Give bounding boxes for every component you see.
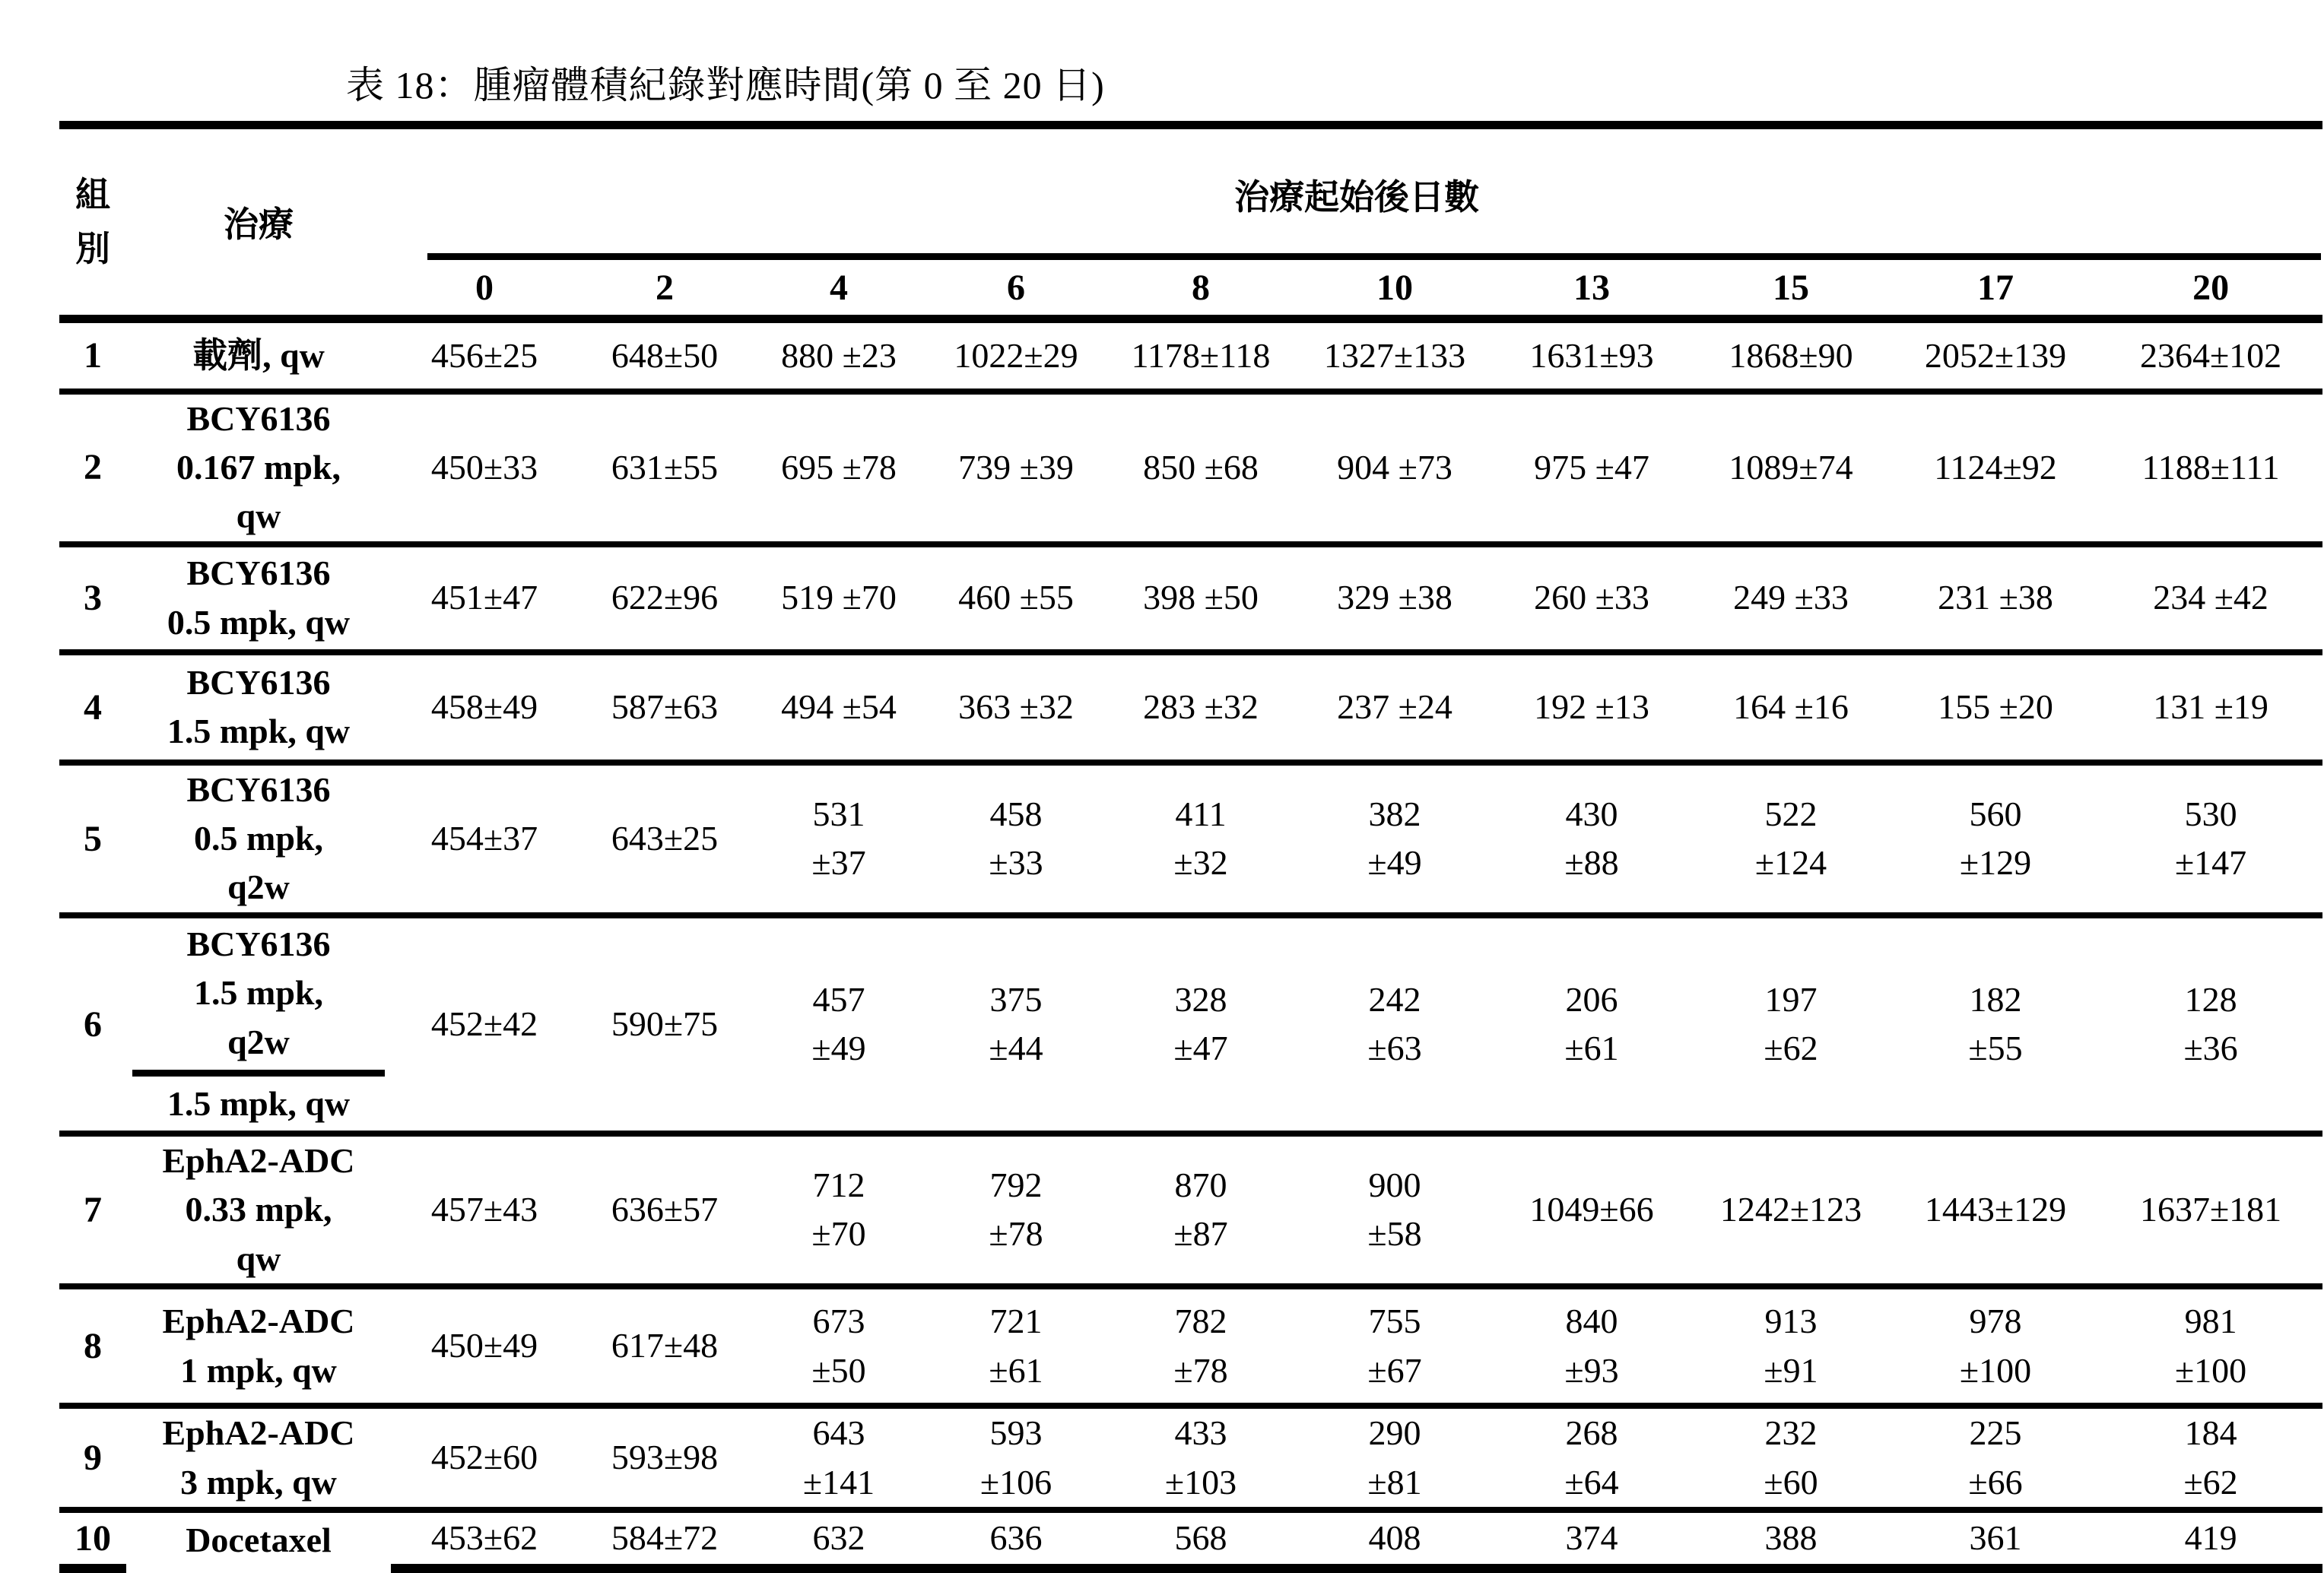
value-cell: 382 ±49	[1296, 763, 1494, 915]
value-cell: 242 ±63	[1296, 915, 1494, 1134]
treatment-label: EphA2-ADC 1 mpk, qw	[162, 1302, 355, 1390]
value-cell: 913 ±91	[1690, 1286, 1892, 1406]
treatment-cell	[126, 652, 391, 763]
group-cell: 4	[59, 652, 126, 763]
value-cell: 695 ±78	[751, 392, 926, 544]
value-cell: 978 ±100	[1892, 1286, 2099, 1406]
group-cell: 5	[59, 763, 126, 915]
day-header-20: 20	[2099, 260, 2322, 319]
value-cell: 453±62	[391, 1510, 578, 1568]
value-cell: 374	[1494, 1510, 1690, 1568]
value-cell: 755 ±67	[1296, 1286, 1494, 1406]
value-cell: 636±57	[578, 1134, 751, 1286]
table-row	[59, 763, 2322, 915]
value-cell: 519 ±70	[751, 544, 926, 652]
table-row	[59, 1510, 2322, 1568]
table-row	[59, 1406, 2322, 1510]
value-cell: 840 ±93	[1494, 1286, 1690, 1406]
value-cell: 2052±139	[1892, 319, 2099, 392]
value-cell: 328 ±47	[1106, 915, 1296, 1134]
value-cell: 1631±93	[1494, 319, 1690, 392]
day-header-8: 8	[1106, 260, 1296, 319]
value-cell: 1637±181	[2099, 1134, 2322, 1286]
value-cell: 456±25	[391, 319, 578, 392]
value-cell: 451±47	[391, 544, 578, 652]
value-cell: 712 ±70	[751, 1134, 926, 1286]
treatment-cell	[126, 915, 391, 1134]
value-cell: 232 ±60	[1690, 1406, 1892, 1510]
value-cell: 631±55	[578, 392, 751, 544]
table-row	[59, 652, 2322, 763]
value-cell: 494 ±54	[751, 652, 926, 763]
value-cell: 1242±123	[1690, 1134, 1892, 1286]
treatment-label: EphA2-ADC 0.33 mpk, qw	[162, 1140, 355, 1278]
value-cell: 900 ±58	[1296, 1134, 1494, 1286]
value-cell: 1124±92	[1892, 392, 2099, 544]
value-cell: 870 ±87	[1106, 1134, 1296, 1286]
group-cell: 1	[59, 319, 126, 392]
value-cell: 560 ±129	[1892, 763, 2099, 915]
value-cell: 454±37	[391, 763, 578, 915]
value-cell: 206 ±61	[1494, 915, 1690, 1134]
value-cell: 433 ±103	[1106, 1406, 1296, 1510]
value-cell: 192 ±13	[1494, 652, 1690, 763]
value-cell: 1178±118	[1106, 319, 1296, 392]
value-cell: 237 ±24	[1296, 652, 1494, 763]
value-cell: 975 ±47	[1494, 392, 1690, 544]
value-cell: 411 ±32	[1106, 763, 1296, 915]
value-cell: 617±48	[578, 1286, 751, 1406]
value-cell: 739 ±39	[926, 392, 1106, 544]
value-cell: 584±72	[578, 1510, 751, 1568]
value-cell: 458 ±33	[926, 763, 1106, 915]
treatment-cell	[126, 392, 391, 544]
treatment-label: BCY6136 1.5 mpk, qw	[167, 662, 351, 751]
value-cell: 590±75	[578, 915, 751, 1134]
value-cell: 622±96	[578, 544, 751, 652]
treatment-label: BCY6136 0.5 mpk, q2w	[186, 769, 331, 907]
group-cell: 6	[59, 915, 126, 1134]
value-cell: 531 ±37	[751, 763, 926, 915]
table-row	[59, 1286, 2322, 1406]
value-cell: 587±63	[578, 652, 751, 763]
treatment-cell	[126, 1286, 391, 1406]
value-cell: 361	[1892, 1510, 2099, 1568]
value-cell: 460 ±55	[926, 544, 1106, 652]
value-cell: 184 ±62	[2099, 1406, 2322, 1510]
value-cell: 530 ±147	[2099, 763, 2322, 915]
value-cell: 632	[751, 1510, 926, 1568]
value-cell: 225 ±66	[1892, 1406, 2099, 1510]
value-cell: 268 ±64	[1494, 1406, 1690, 1510]
treatment-label: Docetaxel	[186, 1521, 332, 1560]
value-cell: 363 ±32	[926, 652, 1106, 763]
value-cell: 131 ±19	[2099, 652, 2322, 763]
value-cell: 981 ±100	[2099, 1286, 2322, 1406]
group-cell: 3	[59, 544, 126, 652]
value-cell: 234 ±42	[2099, 544, 2322, 652]
value-cell: 452±60	[391, 1406, 578, 1510]
value-cell: 850 ±68	[1106, 392, 1296, 544]
value-cell: 568	[1106, 1510, 1296, 1568]
day-header-4: 4	[751, 260, 926, 319]
value-cell: 1022±29	[926, 319, 1106, 392]
table-body	[59, 319, 2322, 1569]
treatment-cell	[126, 1510, 391, 1568]
value-cell: 458±49	[391, 652, 578, 763]
days-underline-rule	[427, 253, 2321, 260]
treatment-label: BCY6136 1.5 mpk, q2w	[186, 924, 331, 1061]
value-cell: 1443±129	[1892, 1134, 2099, 1286]
value-cell: 643±25	[578, 763, 751, 915]
treatment-cell	[126, 319, 391, 392]
day-header-2: 2	[578, 260, 751, 319]
group-cell: 8	[59, 1286, 126, 1406]
value-cell: 450±33	[391, 392, 578, 544]
value-cell: 283 ±32	[1106, 652, 1296, 763]
value-cell: 1868±90	[1690, 319, 1892, 392]
table-row	[59, 392, 2322, 544]
day-header-0: 0	[391, 260, 578, 319]
value-cell: 643 ±141	[751, 1406, 926, 1510]
treatment-cell	[126, 763, 391, 915]
value-cell: 452±42	[391, 915, 578, 1134]
value-cell: 782 ±78	[1106, 1286, 1296, 1406]
treatment-label: 載劑, qw	[192, 335, 325, 375]
day-header-6: 6	[926, 260, 1106, 319]
group-cell: 7	[59, 1134, 126, 1286]
value-cell: 155 ±20	[1892, 652, 2099, 763]
value-cell: 1049±66	[1494, 1134, 1690, 1286]
value-cell: 904 ±73	[1296, 392, 1494, 544]
treatment-label: EphA2-ADC 3 mpk, qw	[162, 1413, 355, 1502]
value-cell: 1089±74	[1690, 392, 1892, 544]
table-row	[59, 319, 2322, 392]
table-row	[59, 915, 2322, 1134]
group-cell: 10	[59, 1510, 126, 1568]
value-cell: 197 ±62	[1690, 915, 1892, 1134]
treatment-cell	[126, 1134, 391, 1286]
value-cell: 593 ±106	[926, 1406, 1106, 1510]
value-cell: 290 ±81	[1296, 1406, 1494, 1510]
value-cell: 375 ±44	[926, 915, 1106, 1134]
value-cell: 2364±102	[2099, 319, 2322, 392]
value-cell: 249 ±33	[1690, 544, 1892, 652]
treatment-divider-rule	[132, 1070, 385, 1077]
table-row	[59, 1134, 2322, 1286]
value-cell: 673 ±50	[751, 1286, 926, 1406]
value-cell: 1327±133	[1296, 319, 1494, 392]
value-cell: 329 ±38	[1296, 544, 1494, 652]
value-cell: 522 ±124	[1690, 763, 1892, 915]
value-cell: 593±98	[578, 1406, 751, 1510]
days-section-label: 治療起始後日數	[1234, 178, 1480, 217]
value-cell: 450±49	[391, 1286, 578, 1406]
treatment-label: BCY6136 0.5 mpk, qw	[167, 553, 351, 642]
treatment-cell	[126, 1406, 391, 1510]
treatment-cell	[126, 544, 391, 652]
value-cell: 398 ±50	[1106, 544, 1296, 652]
value-cell: 128 ±36	[2099, 915, 2322, 1134]
value-cell: 182 ±55	[1892, 915, 2099, 1134]
value-cell: 164 ±16	[1690, 652, 1892, 763]
value-cell: 1188±111	[2099, 392, 2322, 544]
value-cell: 648±50	[578, 319, 751, 392]
treatment-label-extra: 1.5 mpk, qw	[167, 1084, 351, 1124]
value-cell: 792 ±78	[926, 1134, 1106, 1286]
treatment-label: BCY6136 0.167 mpk, qw	[176, 398, 341, 536]
day-header-13: 13	[1494, 260, 1690, 319]
group-cell: 2	[59, 392, 126, 544]
value-cell: 880 ±23	[751, 319, 926, 392]
table-header	[59, 125, 2322, 319]
treatment-column-header: 治療	[126, 125, 391, 319]
day-header-17: 17	[1892, 260, 2099, 319]
page-title: 表 18：腫瘤體積紀錄對應時間(第 0 至 20 日)	[346, 64, 1105, 106]
day-header-15: 15	[1690, 260, 1892, 319]
days-section-header	[391, 125, 2322, 261]
value-cell: 260 ±33	[1494, 544, 1690, 652]
value-cell: 457±43	[391, 1134, 578, 1286]
value-cell: 721 ±61	[926, 1286, 1106, 1406]
day-header-10: 10	[1296, 260, 1494, 319]
group-column-header: 組 別	[59, 125, 126, 319]
value-cell: 430 ±88	[1494, 763, 1690, 915]
value-cell: 419	[2099, 1510, 2322, 1568]
group-cell: 9	[59, 1406, 126, 1510]
value-cell: 231 ±38	[1892, 544, 2099, 652]
value-cell: 388	[1690, 1510, 1892, 1568]
value-cell: 636	[926, 1510, 1106, 1568]
value-cell: 408	[1296, 1510, 1494, 1568]
table-row	[59, 544, 2322, 652]
tumor-volume-table	[59, 121, 2322, 1573]
value-cell: 457 ±49	[751, 915, 926, 1134]
